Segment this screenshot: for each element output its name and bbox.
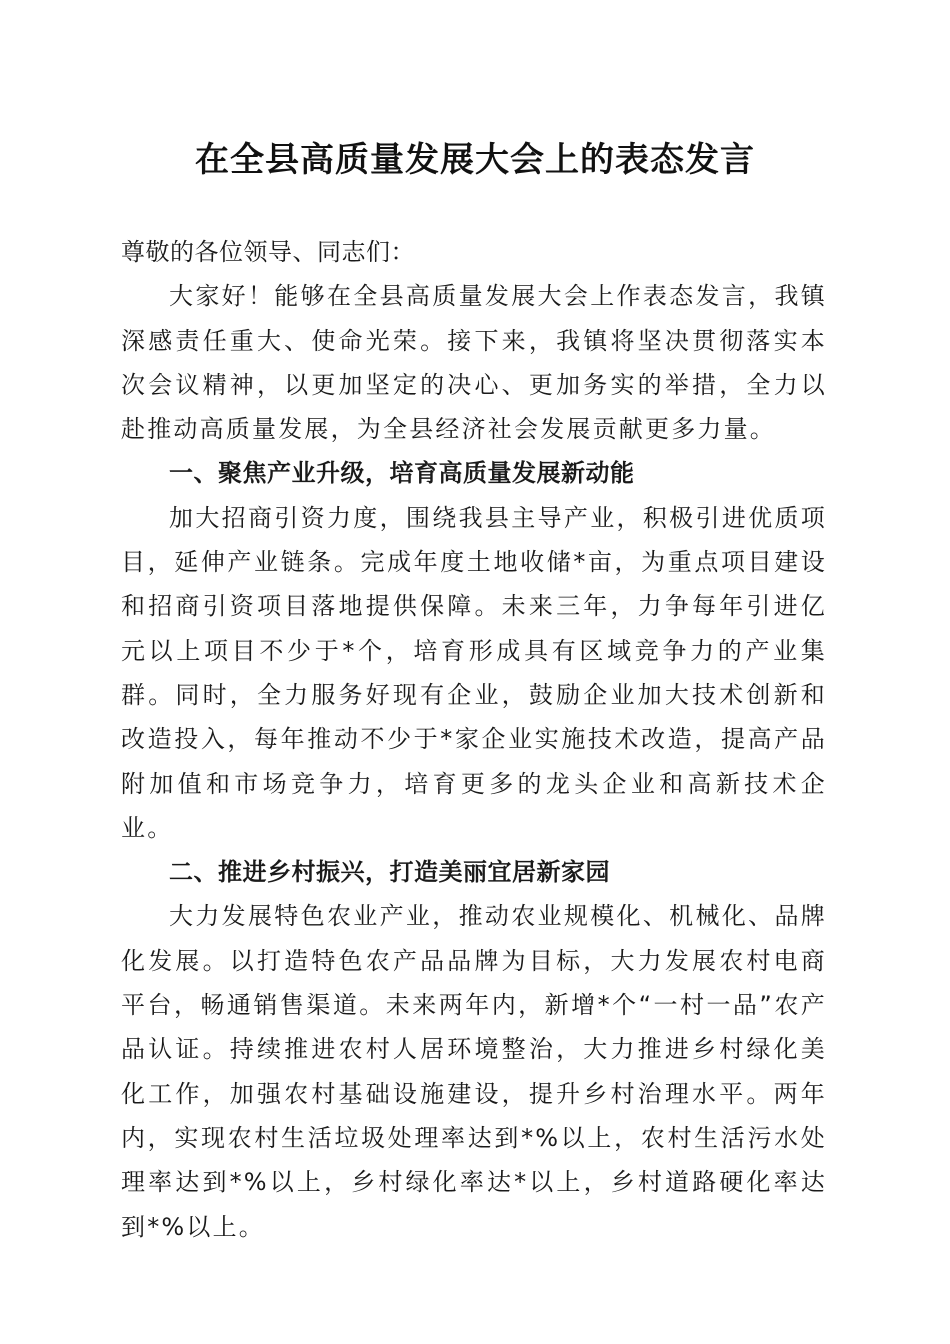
section-heading-rural: 二、推进乡村振兴，打造美丽宜居新家园: [169, 858, 610, 887]
salutation: 尊敬的各位领导、同志们：: [121, 238, 415, 266]
section-paragraph-industry: 加大招商引资力度，围绕我县主导产业，积极引进优质项目，延伸产业链条。完成年度土地收储*亩，为重点项目建设和招商引资项目落地提供保障。未来三年，力争每年引进亿元以上项目不少于*个，培育形成具有区域竞争力的产业集群。同时，全力服务好现有企业，鼓励企业加大技术创新和改造投入，每年推动不少于*家企业实施技术改造，提高产品附加值和市场竞争力，培育更多的龙头企业和高新技术企业。: [121, 503, 827, 842]
document-body: [121, 230, 827, 1249]
intro-paragraph: 大家好！能够在全县高质量发展大会上作表态发言，我镇深感责任重大、使命光荣。接下来，我镇将坚决贯彻落实本次会议精神，以更加坚定的决心、更加务实的举措，全力以赴推动高质量发展，为全县经济社会发展贡献更多力量。: [121, 282, 827, 444]
section-paragraph-rural: 大力发展特色农业产业，推动农业规模化、机械化、品牌化发展。以打造特色农产品品牌为目标，大力发展农村电商平台，畅通销售渠道。未来两年内，新增*个“一村一品”农产品认证。持续推进农村人居环境整治，大力推进乡村绿化美化工作，加强农村基础设施建设，提升乡村治理水平。两年内，实现农村生活垃圾处理率达到*%以上，农村生活污水处理率达到*%以上，乡村绿化率达*以上，乡村道路硬化率达到*%以上。: [121, 902, 827, 1241]
document-title: 在全县高质量发展大会上的表态发言: [195, 140, 755, 180]
section-heading-industry: 一、聚焦产业升级，培育高质量发展新动能: [169, 459, 635, 488]
